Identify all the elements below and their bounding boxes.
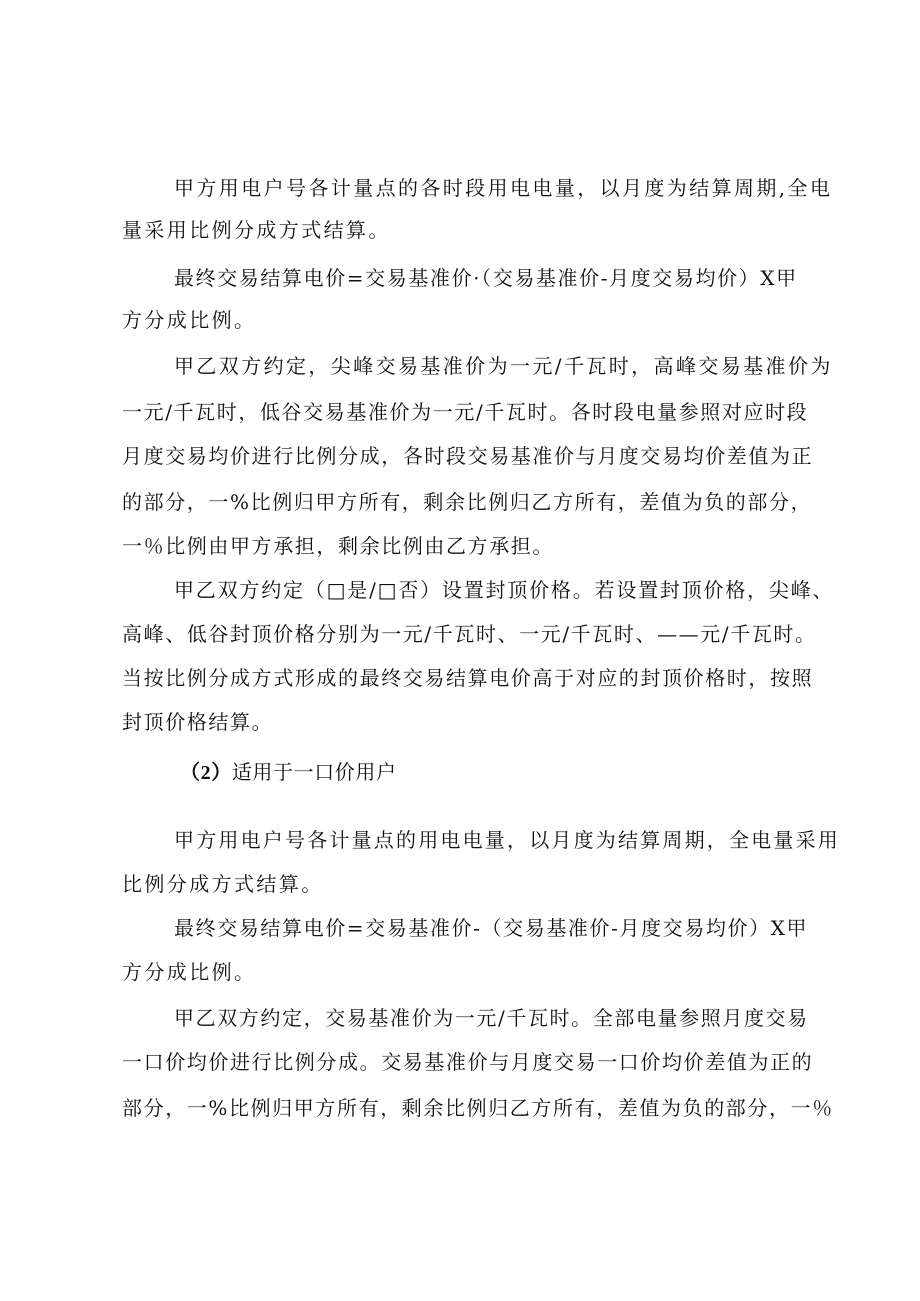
paragraph-2-line-1: 最终交易结算电价=交易基准价·（交易基准价-月度交易均价）X甲 [174,266,798,290]
paragraph-5-line-2: 比例分成方式结算。 [122,872,324,896]
paragraph-4-line-1: 甲乙双方约定（□是/□否）设置封顶价格。若设置封顶价格，尖峰、 [174,578,835,602]
paragraph-3-line-1: 甲乙双方约定，尖峰交易基准价为一元/千瓦时，高峰交易基准价为 [174,354,833,378]
paragraph-4-line-4: 封顶价格结算。 [122,710,274,734]
paragraph-4-line-2: 高峰、低谷封顶价格分别为一元/千瓦时、一元/千瓦时、——元/千瓦时。 [122,622,817,646]
paragraph-7-line-2: 一口价均价进行比例分成。交易基准价与月度交易一口价均价差值为正的 [122,1050,814,1074]
paragraph-6-line-1: 最终交易结算电价=交易基准价-（交易基准价-月度交易均价）X甲 [174,916,809,940]
paragraph-7-line-1: 甲乙双方约定，交易基准价为一元/千瓦时。全部电量参照月度交易 [174,1006,809,1030]
paragraph-3-line-5: 一％比例由甲方承担，剩余比例由乙方承担。 [122,534,554,558]
section-heading [180,758,397,787]
paragraph-2-line-2: 方分成比例。 [122,308,257,332]
section-heading-number: （2） [180,762,232,784]
paragraph-3-line-2: 一元/千瓦时，低谷交易基准价为一元/千瓦时。各时段电量参照对应时段 [122,400,809,424]
paragraph-6-line-2: 方分成比例。 [122,960,257,984]
paragraph-1-line-1: 甲方用电户号各计量点的各时段用电电量，以月度为结算周期,全电 [174,176,833,200]
paragraph-7-line-3: 部分，一%比例归甲方所有，剩余比例归乙方所有，差值为负的部分，一％ [122,1096,834,1120]
paragraph-3-line-3: 月度交易均价进行比例分成，各时段交易基准价与月度交易均价差值为正 [122,444,814,468]
paragraph-1-line-2: 量采用比例分成方式结算。 [122,218,391,242]
section-heading-title: 适用于一口价用户 [231,760,397,784]
paragraph-4-line-3: 当按比例分成方式形成的最终交易结算电价高于对应的封顶价格时，按照 [122,666,814,690]
paragraph-3-line-4: 的部分，一%比例归甲方所有，剩余比例归乙方所有，差值为负的部分， [122,490,813,514]
paragraph-5-line-1: 甲方用电户号各计量点的用电电量，以月度为结算周期，全电量采用 [174,828,840,852]
